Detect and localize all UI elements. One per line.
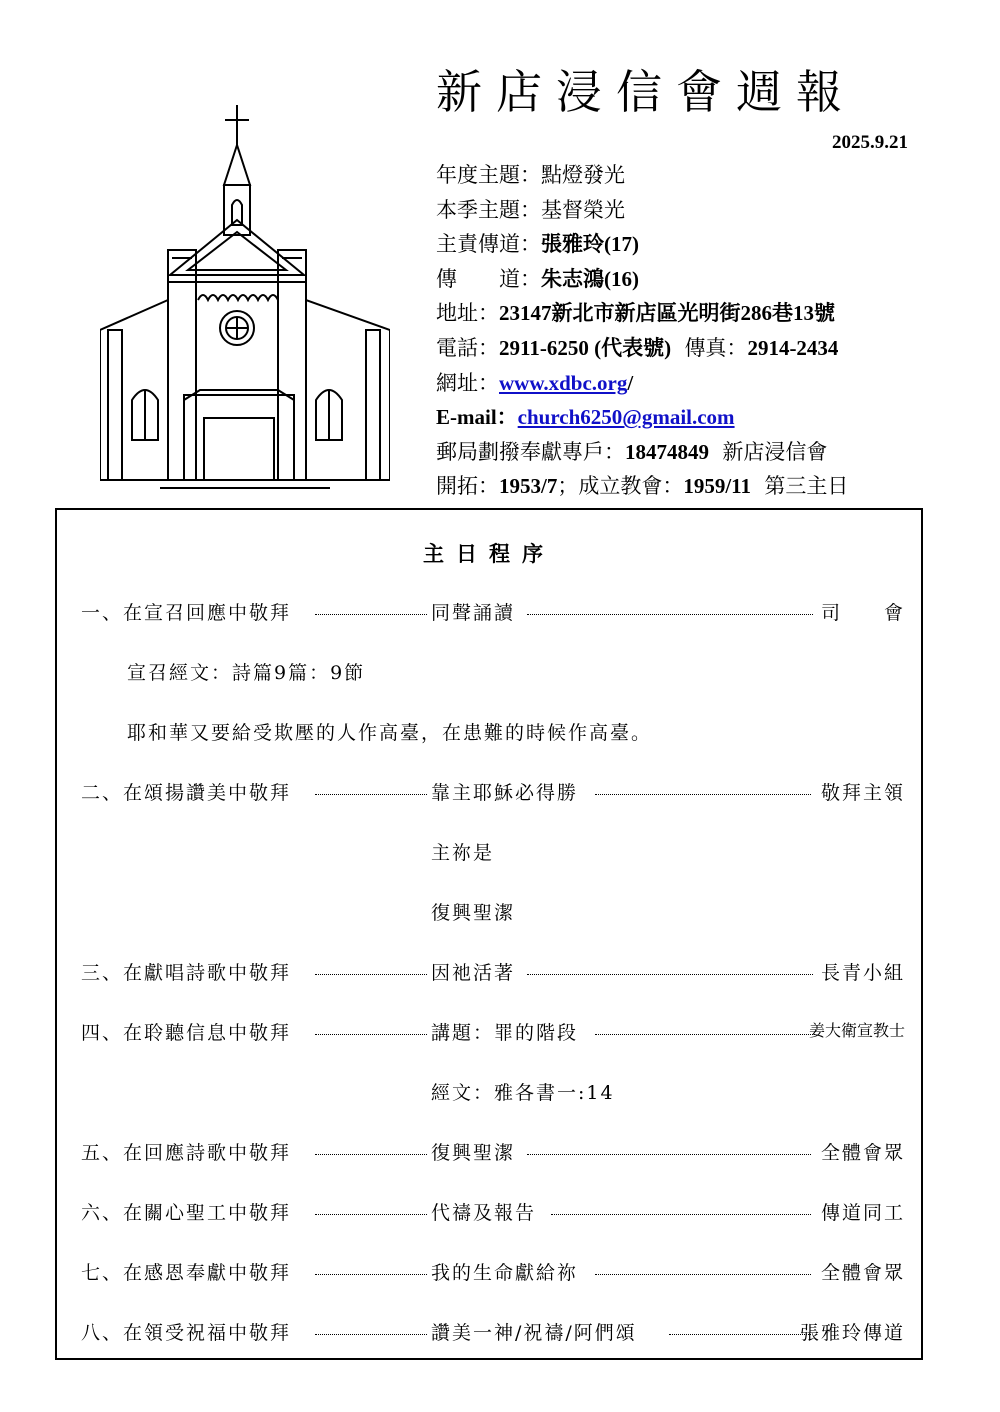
call-scripture: 宣召經文：詩篇9篇：9節	[127, 662, 366, 684]
website-link[interactable]: www.xdbc.org	[499, 370, 628, 395]
program-row: 六、在關心聖工中敬拜 代禱及報告 傳道同工	[81, 1202, 905, 1224]
program-title: 主日程序	[423, 541, 555, 566]
annual-theme: 年度主題：點燈發光	[436, 163, 625, 187]
email: E-mail：church6250@gmail.com	[436, 405, 735, 430]
program-row: 二、在頌揚讚美中敬拜 靠主耶穌必得勝 敬拜主領	[81, 782, 905, 804]
phone-fax: 電話：2911-6250 (代表號) 傳真：2914-2434	[436, 335, 839, 360]
postal-account: 郵局劃撥奉獻專戶：18474849 新店浸信會	[436, 439, 828, 464]
program-row: 五、在回應詩歌中敬拜 復興聖潔 全體會眾	[81, 1142, 905, 1164]
preacher: 傳 道：朱志鴻(16)	[436, 266, 639, 291]
church-illustration	[100, 100, 390, 500]
call-verse: 耶和華又要給受欺壓的人作高臺，在患難的時候作高臺。	[127, 722, 653, 744]
pastor: 主責傳道：張雅玲(17)	[436, 232, 639, 257]
program-row: 一、在宣召回應中敬拜 同聲誦讀 司 會	[81, 602, 905, 624]
season-theme: 本季主題：基督榮光	[436, 197, 625, 222]
program-row: 四、在聆聽信息中敬拜 講題：罪的階段 姜大衛宣教士	[81, 1021, 905, 1044]
website: 網址：www.xdbc.org/	[436, 370, 634, 395]
program-row: 三、在獻唱詩歌中敬拜 因祂活著 長青小組	[81, 962, 905, 984]
song-line: 復興聖潔	[431, 902, 516, 924]
church-info	[436, 158, 848, 504]
program-row: 七、在感恩奉獻中敬拜 我的生命獻給祢 全體會眾	[81, 1262, 905, 1284]
song-line: 主祢是	[431, 842, 495, 864]
program-box	[55, 508, 923, 1360]
bulletin-title: 新店浸信會週報	[436, 65, 856, 119]
bulletin-date: 2025.9.21	[832, 132, 908, 153]
address: 地址：23147新北市新店區光明街286巷13號	[436, 301, 835, 326]
founding: 開拓：1953/7；成立教會：1959/11 第三主日	[436, 474, 849, 499]
sermon-scripture: 經文：雅各書一:14	[431, 1082, 615, 1104]
program-row: 八、在領受祝福中敬拜 讚美一神/祝禱/阿們頌 張雅玲傳道	[81, 1322, 905, 1344]
email-link[interactable]: church6250@gmail.com	[517, 405, 735, 430]
